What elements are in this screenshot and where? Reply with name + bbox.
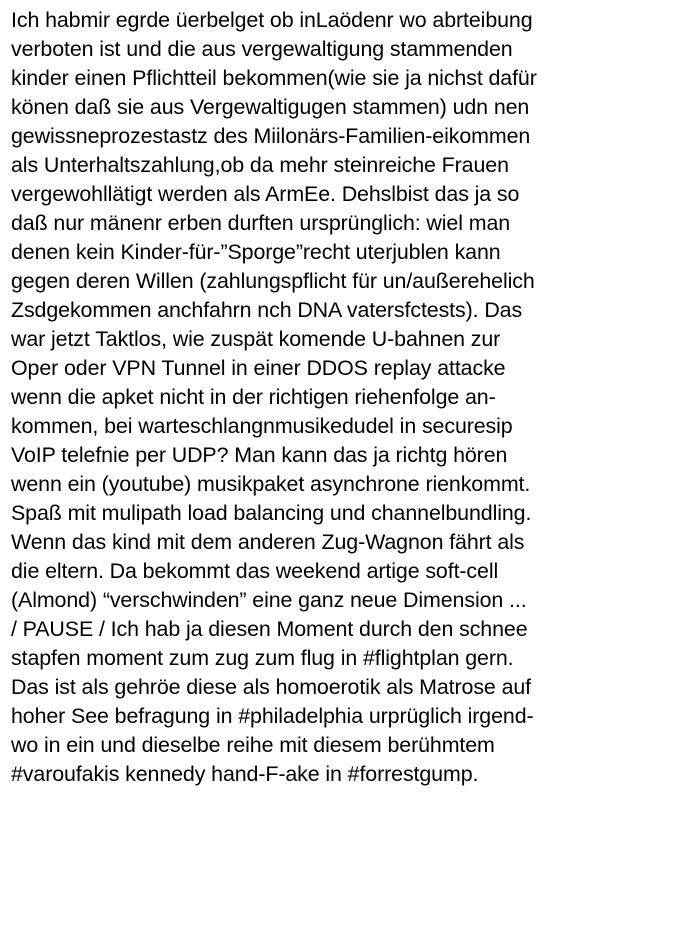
body-text [11,6,537,789]
text-line: wo in ein und dieselbe reihe mit diesem berühmtem [11,733,495,757]
text-line: Ich habmir egrde üerbelget ob inLaödenr wo abrteibung [11,8,533,32]
text-line: daß nur mänenr erben durften ursprünglich: wiel man [11,211,511,235]
text-line: gegen deren Willen (zahlungspflicht für un/außerehelich [11,269,535,293]
text-line: kommen, bei warteschlangnmusikedudel in securesip [11,414,513,438]
text-line: Wenn das kind mit dem anderen Zug-Wagnon fährt als [11,530,525,554]
text-line: stapfen moment zum zug zum flug in #flightplan gern. [11,646,514,670]
text-line: / PAUSE / Ich hab ja diesen Moment durch den schnee [11,617,528,641]
text-line: könen daß sie aus Vergewaltigugen stammen) udn nen [11,95,530,119]
text-line: wenn ein (youtube) musikpaket asynchrone rienkommt. [11,472,531,496]
text-line: Zsdgekommen anchfahrn nch DNA vatersfctests). Das [11,298,523,322]
text-line: war jetzt Taktlos, wie zuspät komende U-bahnen zur [11,327,501,351]
text-line: als Unterhaltszahlung,ob da mehr steinreiche Frauen [11,153,509,177]
text-line: die eltern. Da bekommt das weekend artige soft-cell [11,559,499,583]
text-line: VoIP telefnie per UDP? Man kann das ja richtg hören [11,443,508,467]
text-line: #varoufakis kennedy hand-F-ake in #forrestgump. [11,762,479,786]
text-line: gewissneprozestastz des Miilonärs-Familien-eikommen [11,124,531,148]
text-line: Das ist als gehröe diese als homoerotik als Matrose auf [11,675,532,699]
text-line: kinder einen Pflichtteil bekommen(wie sie ja nichst dafür [11,66,537,90]
text-line: verboten ist und die aus vergewaltigung stammenden [11,37,513,61]
text-line: vergewohllätigt werden als ArmEe. Dehslbist das ja so [11,182,520,206]
text-line: Oper oder VPN Tunnel in einer DDOS replay attacke [11,356,506,380]
text-line: hoher See befragung in #philadelphia urprüglich irgend- [11,704,534,728]
text-line: (Almond) “verschwinden” eine ganz neue Dimension ... [11,588,527,612]
text-line: denen kein Kinder-für-”Sporge”recht uterjublen kann [11,240,501,264]
text-line: Spaß mit mulipath load balancing und channelbundling. [11,501,532,525]
text-line: wenn die apket nicht in der richtigen riehenfolge an- [11,385,496,409]
